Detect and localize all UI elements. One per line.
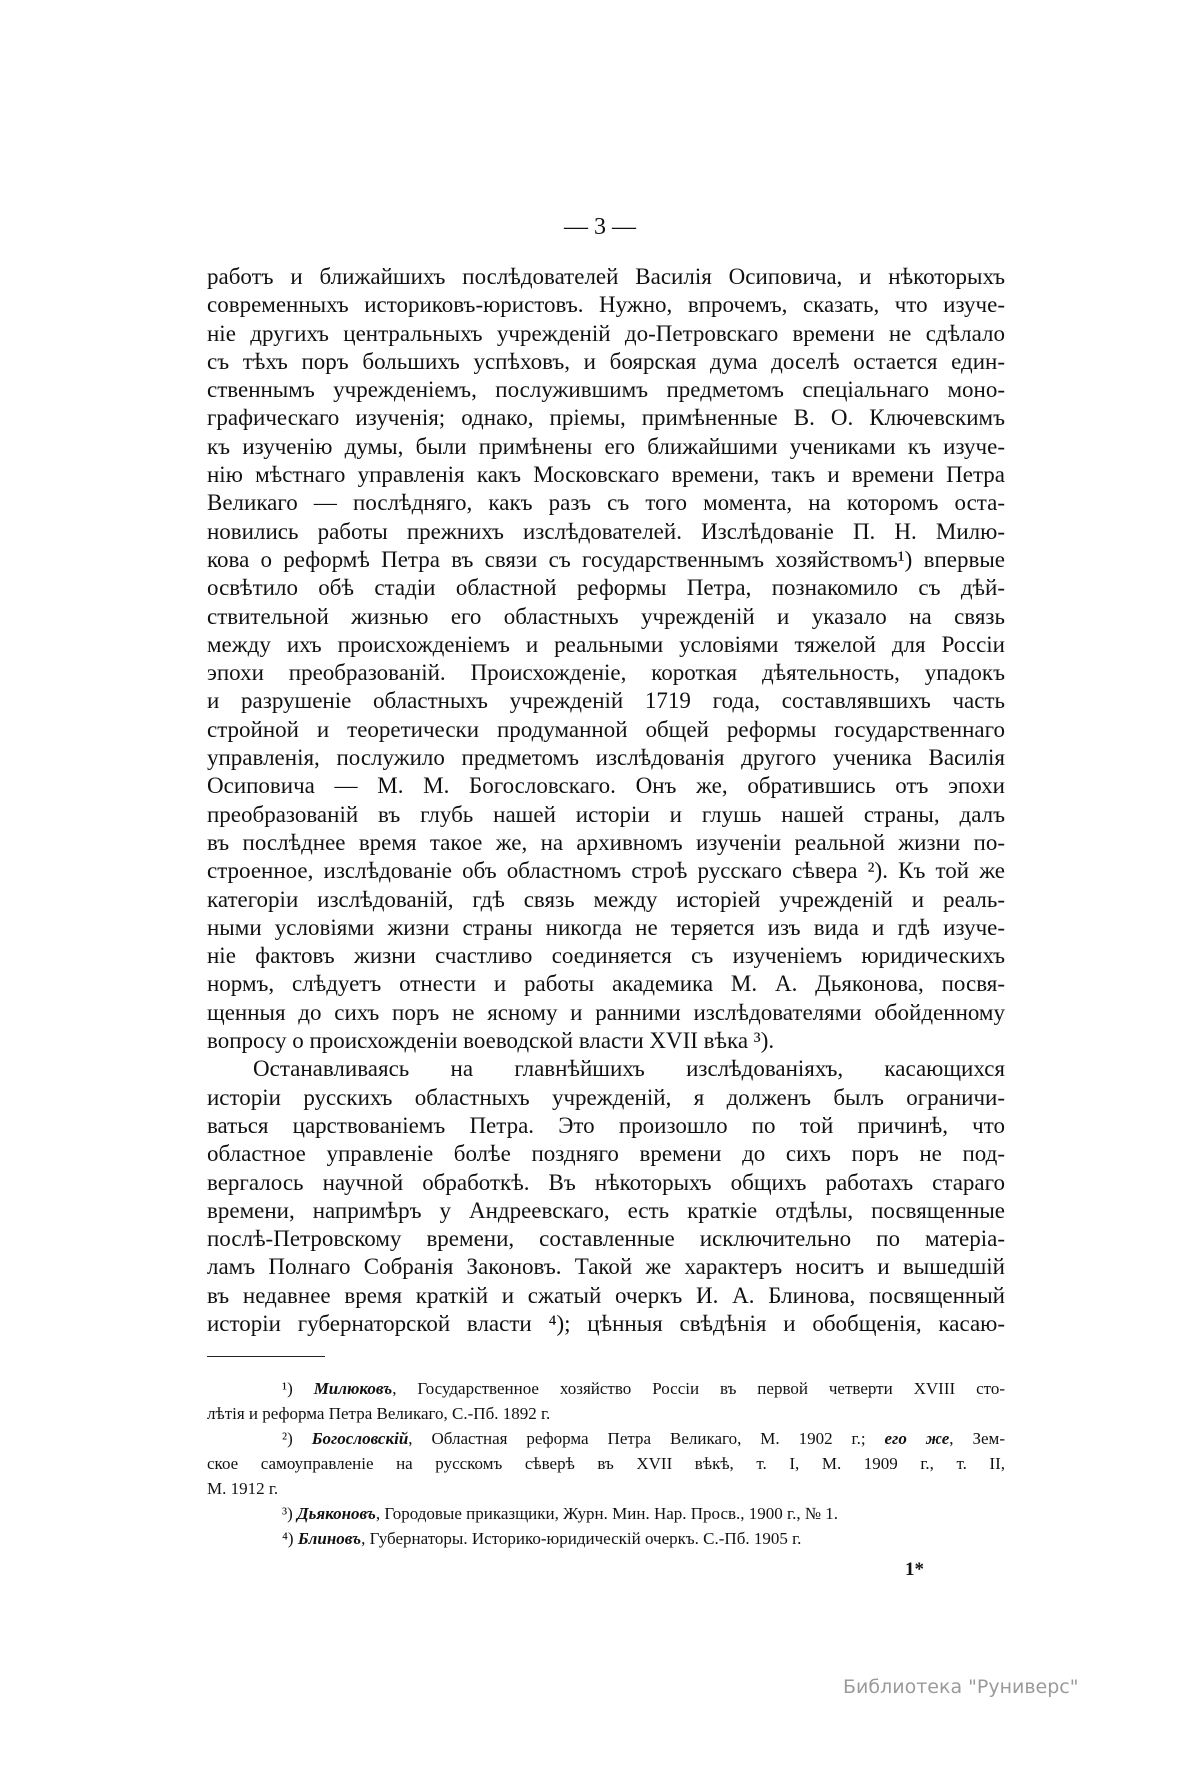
page-number: — 3 — (564, 214, 636, 240)
text-line: щенныя до сихъ поръ не ясному и ранними изслѣдователями обойденному (207, 999, 1005, 1025)
text-line: къ изученію думы, были примѣнены его ближайшими учениками къ изуче- (207, 433, 1005, 459)
text-line: строенное, изслѣдованіе объ областномъ строѣ русскаго сѣвера ²). Къ той же (207, 858, 1005, 884)
text-line: вергалось научной обработкѣ. Въ нѣкоторыхъ общихъ работахъ стараго (207, 1169, 1005, 1195)
text-line: ными условіями жизни страны никогда не теряется изъ вида и гдѣ изуче- (207, 914, 1005, 940)
footnote-author: его же (884, 1429, 950, 1448)
text-line: и разрушеніе областныхъ учрежденій 1719 года, составлявшихъ часть (207, 688, 1005, 714)
text-line: въ послѣднее время такое же, на архивномъ изученіи реальной жизни по- (207, 829, 1005, 855)
footnote-text: , Государственное хозяйство Россіи въ первой четверти XVIII сто- (392, 1379, 1005, 1398)
footnote-3-line (207, 1501, 1005, 1526)
text-line: ніе фактовъ жизни счастливо соединяется съ изученіемъ юридическихъ (207, 943, 1005, 969)
text-line: работъ и ближайшихъ послѣдователей Василія Осиповича, и нѣкоторыхъ (207, 264, 1005, 289)
footnote-text: М. 1912 г. (207, 1479, 279, 1498)
text-line: Великаго — послѣдняго, какъ разъ съ того момента, на которомъ оста- (207, 490, 1005, 516)
text-line: Останавливаясь на главнѣйшихъ изслѣдованіяхъ, касающихся (253, 1056, 1005, 1082)
body-text (207, 263, 1005, 1338)
footnote-text: ²) (282, 1429, 312, 1448)
footnote-text: , Губернаторы. Историко-юридическій очеркъ. С.-Пб. 1905 г. (361, 1529, 802, 1548)
text-line: областное управленіе болѣе поздняго времени до сихъ поръ не под- (207, 1141, 1005, 1167)
footnote-author: Богословскій (311, 1429, 409, 1448)
footnotes (207, 1376, 1005, 1551)
footnote-text: , Зем- (949, 1429, 1005, 1448)
footnote-text: ³) (282, 1504, 298, 1523)
text-line: категоріи изслѣдованій, гдѣ связь между исторіей учрежденій и реаль- (207, 886, 1005, 912)
text-line: управленія, послужило предметомъ изслѣдованія другого ученика Василія (207, 745, 1005, 771)
text-line: нію мѣстнаго управленія какъ Московскаго времени, такъ и времени Петра (207, 462, 1005, 488)
text-line: новились работы прежнихъ изслѣдователей. Изслѣдованіе П. Н. Милю- (207, 518, 1005, 544)
footnote-2-line (207, 1451, 1005, 1476)
text-line: ніе другихъ центральныхъ учрежденій до-Петровскаго времени не сдѣлало (207, 320, 1005, 346)
text-line: графическаго изученія; однако, пріемы, примѣненные В. О. Ключевскимъ (207, 405, 1005, 431)
footnote-2-line (207, 1476, 1005, 1501)
footnote-text: ское самоуправленіе на русскомъ сѣверѣ въ XVII вѣкѣ, т. I, М. 1909 г., т. II, (207, 1454, 1005, 1473)
text-line: кова о реформѣ Петра въ связи съ государственнымъ хозяйствомъ¹) впервые (207, 546, 1005, 572)
text-line: эпохи преобразованій. Происхожденіе, короткая дѣятельность, упадокъ (207, 660, 1005, 686)
text-line: стройной и теоретически продуманной общей реформы государственнаго (207, 716, 1005, 742)
text-line: исторіи русскихъ областныхъ учрежденій, я долженъ былъ ограничи- (207, 1084, 1005, 1110)
watermark: Библиотека "Руниверс" (843, 1676, 1079, 1698)
footnote-text: ⁴) (282, 1529, 298, 1548)
text-line: современныхъ историковъ-юристовъ. Нужно, впрочемъ, сказать, что изуче- (207, 292, 1005, 318)
footnote-2-line (207, 1426, 1005, 1451)
footnote-1-line (207, 1401, 1005, 1426)
text-line: послѣ-Петровскому времени, составленные исключительно по матеріа- (207, 1226, 1005, 1252)
footnote-4-line (207, 1526, 1005, 1551)
text-line: съ тѣхъ поръ большихъ успѣховъ, и боярская дума доселѣ остается един- (207, 348, 1005, 374)
text-line: ственнымъ учрежденіемъ, послужившимъ предметомъ спеціальнаго моно- (207, 377, 1005, 403)
footnote-text: , Городовые приказщики, Журн. Мин. Нар. Просв., 1900 г., № 1. (375, 1504, 839, 1523)
text-line: Осиповича — М. М. Богословскаго. Онъ же, обратившись отъ эпохи (207, 773, 1005, 799)
footnote-text: лѣтія и реформа Петра Великаго, С.-Пб. 1892 г. (207, 1404, 551, 1423)
text-line: въ недавнее время краткій и сжатый очеркъ И. А. Блинова, посвященный (207, 1282, 1005, 1308)
footnote-1-line (207, 1376, 1005, 1401)
text-line: преобразованій въ глубь нашей исторіи и глушь нашей страны, далъ (207, 801, 1005, 827)
text-line: времени, напримѣръ у Андреевскаго, есть краткіе отдѣлы, посвященные (207, 1197, 1005, 1223)
footnote-text: , Областная реформа Петра Великаго, М. 1902 г.; (408, 1429, 885, 1448)
text-line: вопросу о происхожденіи воеводской власти XVII вѣка ³). (207, 1028, 775, 1054)
text-line: нормъ, слѣдуетъ отнести и работы академика М. А. Дьяконова, посвя- (207, 971, 1005, 997)
footnote-divider (207, 1356, 325, 1357)
footnote-author: Дьяконовъ (297, 1504, 376, 1523)
text-line: освѣтило обѣ стадіи областной реформы Петра, познакомило съ дѣй- (207, 575, 1005, 601)
footnote-author: Блиновъ (297, 1529, 362, 1548)
signature-mark: 1* (905, 1559, 924, 1580)
footnote-author: Милюковъ (313, 1379, 393, 1398)
text-line: ствительной жизнью его областныхъ учрежденій и указало на связь (207, 603, 1005, 629)
text-line: ваться царствованіемъ Петра. Это произошло по той причинѣ, что (207, 1112, 1005, 1138)
text-line: ламъ Полнаго Собранія Законовъ. Такой же характеръ носитъ и вышедшій (207, 1254, 1005, 1280)
text-line: исторіи губернаторской власти ⁴); цѣнныя свѣдѣнія и обобщенія, касаю- (207, 1310, 1005, 1336)
text-line: между ихъ происхожденіемъ и реальными условіями тяжелой для Россіи (207, 631, 1005, 657)
footnote-text: ¹) (282, 1379, 314, 1398)
